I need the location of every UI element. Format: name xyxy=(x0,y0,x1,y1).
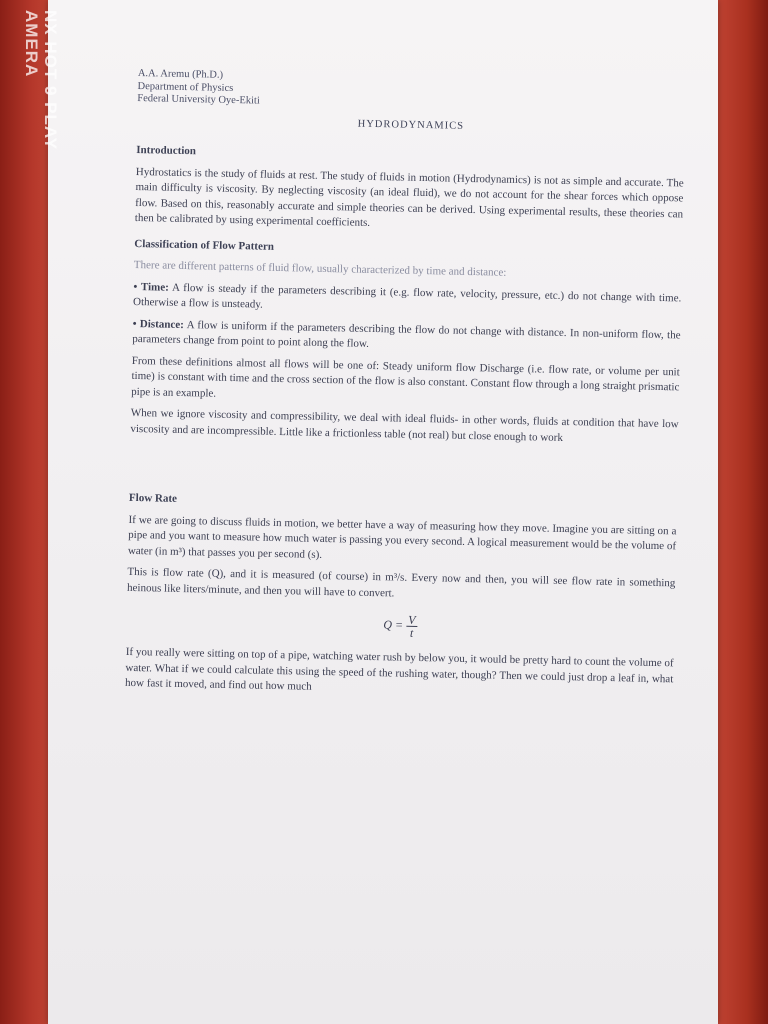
bullet-distance-term: • Distance: xyxy=(132,317,184,331)
department-name: Department of Physics xyxy=(137,80,234,94)
bullet-distance xyxy=(132,316,681,358)
author-name: A.A. Aremu (Ph.D.) xyxy=(137,68,224,81)
bullet-time-text: A flow is steady if the parameters describing it (e.g. flow rate, velocity, pressure, etc.) do not change with time. Otherwise a flow is unsteady. xyxy=(132,281,682,311)
formula-numerator: V xyxy=(408,612,416,627)
heading-flow-rate: Flow Rate xyxy=(128,491,178,505)
flow-rate-paragraph-1: If we are going to discuss fluids in motion, we better have a way of measuring how they move. Imagine you are sitting on a pipe and you want to measure how much water is passing you every second. A logical measurement would be the volume of water (in m³) that passes you per second (s). xyxy=(127,513,677,561)
formula-fraction xyxy=(406,614,418,639)
camera-watermark xyxy=(22,10,60,150)
bullet-distance-text: A flow is uniform if the parameters describing the flow do not change with distance. In non-uniform flow, the parameters change from point to point along the flow. xyxy=(132,318,681,350)
author-block xyxy=(137,68,686,117)
flow-rate-paragraph-2: This is flow rate (Q), and it is measured (of course) in m³/s. Every now and then, you will see flow rate in something heinous like liters/minute, and then you will have to convert. xyxy=(126,565,676,599)
flow-rate-paragraph-3: If you really were sitting on top of a pipe, watching water rush by below you, it would be pretty hard to count the volume of water. What if we could calculate this using the speed of the rushing water, though? Then we could just drop a leaf in, what how fast it moved, and find out how much xyxy=(124,645,674,693)
watermark-text: NX HOT 9 PLAY AMERA xyxy=(22,10,60,150)
heading-classification: Classification of Flow Pattern xyxy=(134,237,275,253)
backdrop-left xyxy=(0,0,52,1024)
introduction-paragraph: Hydrostatics is the study of fluids at rest. The study of fluids in motion (Hydrodynamics) is not as simple and accurate. The main difficulty is viscosity. By neglecting viscosity (an ideal fluid), we do not account for the shear forces which oppose flow. Based on this, reasonably accurate and simple theories can be derived. Using experimental results, these theories can then be calibrated by using experimental coefficients. xyxy=(134,165,684,229)
formula-denominator: t xyxy=(409,625,414,640)
classification-paragraph-1: From these definitions almost all flows will be one of: Steady uniform flow Discharge (i.e. flow rate, or volume per unit time) is constant with time and the cross section of the flow is also constant. Constant flow through a long straight prismatic pipe is an example. xyxy=(131,354,680,400)
university-name: Federal University Oye-Ekiti xyxy=(137,92,260,107)
heading-introduction: Introduction xyxy=(136,143,197,158)
section-spacer xyxy=(129,443,678,492)
bullet-time xyxy=(133,279,682,321)
classification-paragraph-2: When we ignore viscosity and compressibility, we deal with ideal fluids- in other words, fluids at condition that have low viscosity and are incompressible. Little like a frictionless table (not real) but close enough to work xyxy=(130,406,679,444)
document-title: HYDRODYNAMICS xyxy=(357,118,465,132)
classification-intro: There are different patterns of fluid flow, usually characterized by time and distance: xyxy=(133,258,507,279)
document-page xyxy=(48,0,718,1024)
bullet-time-term: • Time: xyxy=(133,280,169,294)
flow-rate-formula xyxy=(126,608,674,644)
backdrop-right xyxy=(716,0,768,1024)
formula-lhs: Q = xyxy=(383,617,404,632)
document-content xyxy=(125,68,686,709)
